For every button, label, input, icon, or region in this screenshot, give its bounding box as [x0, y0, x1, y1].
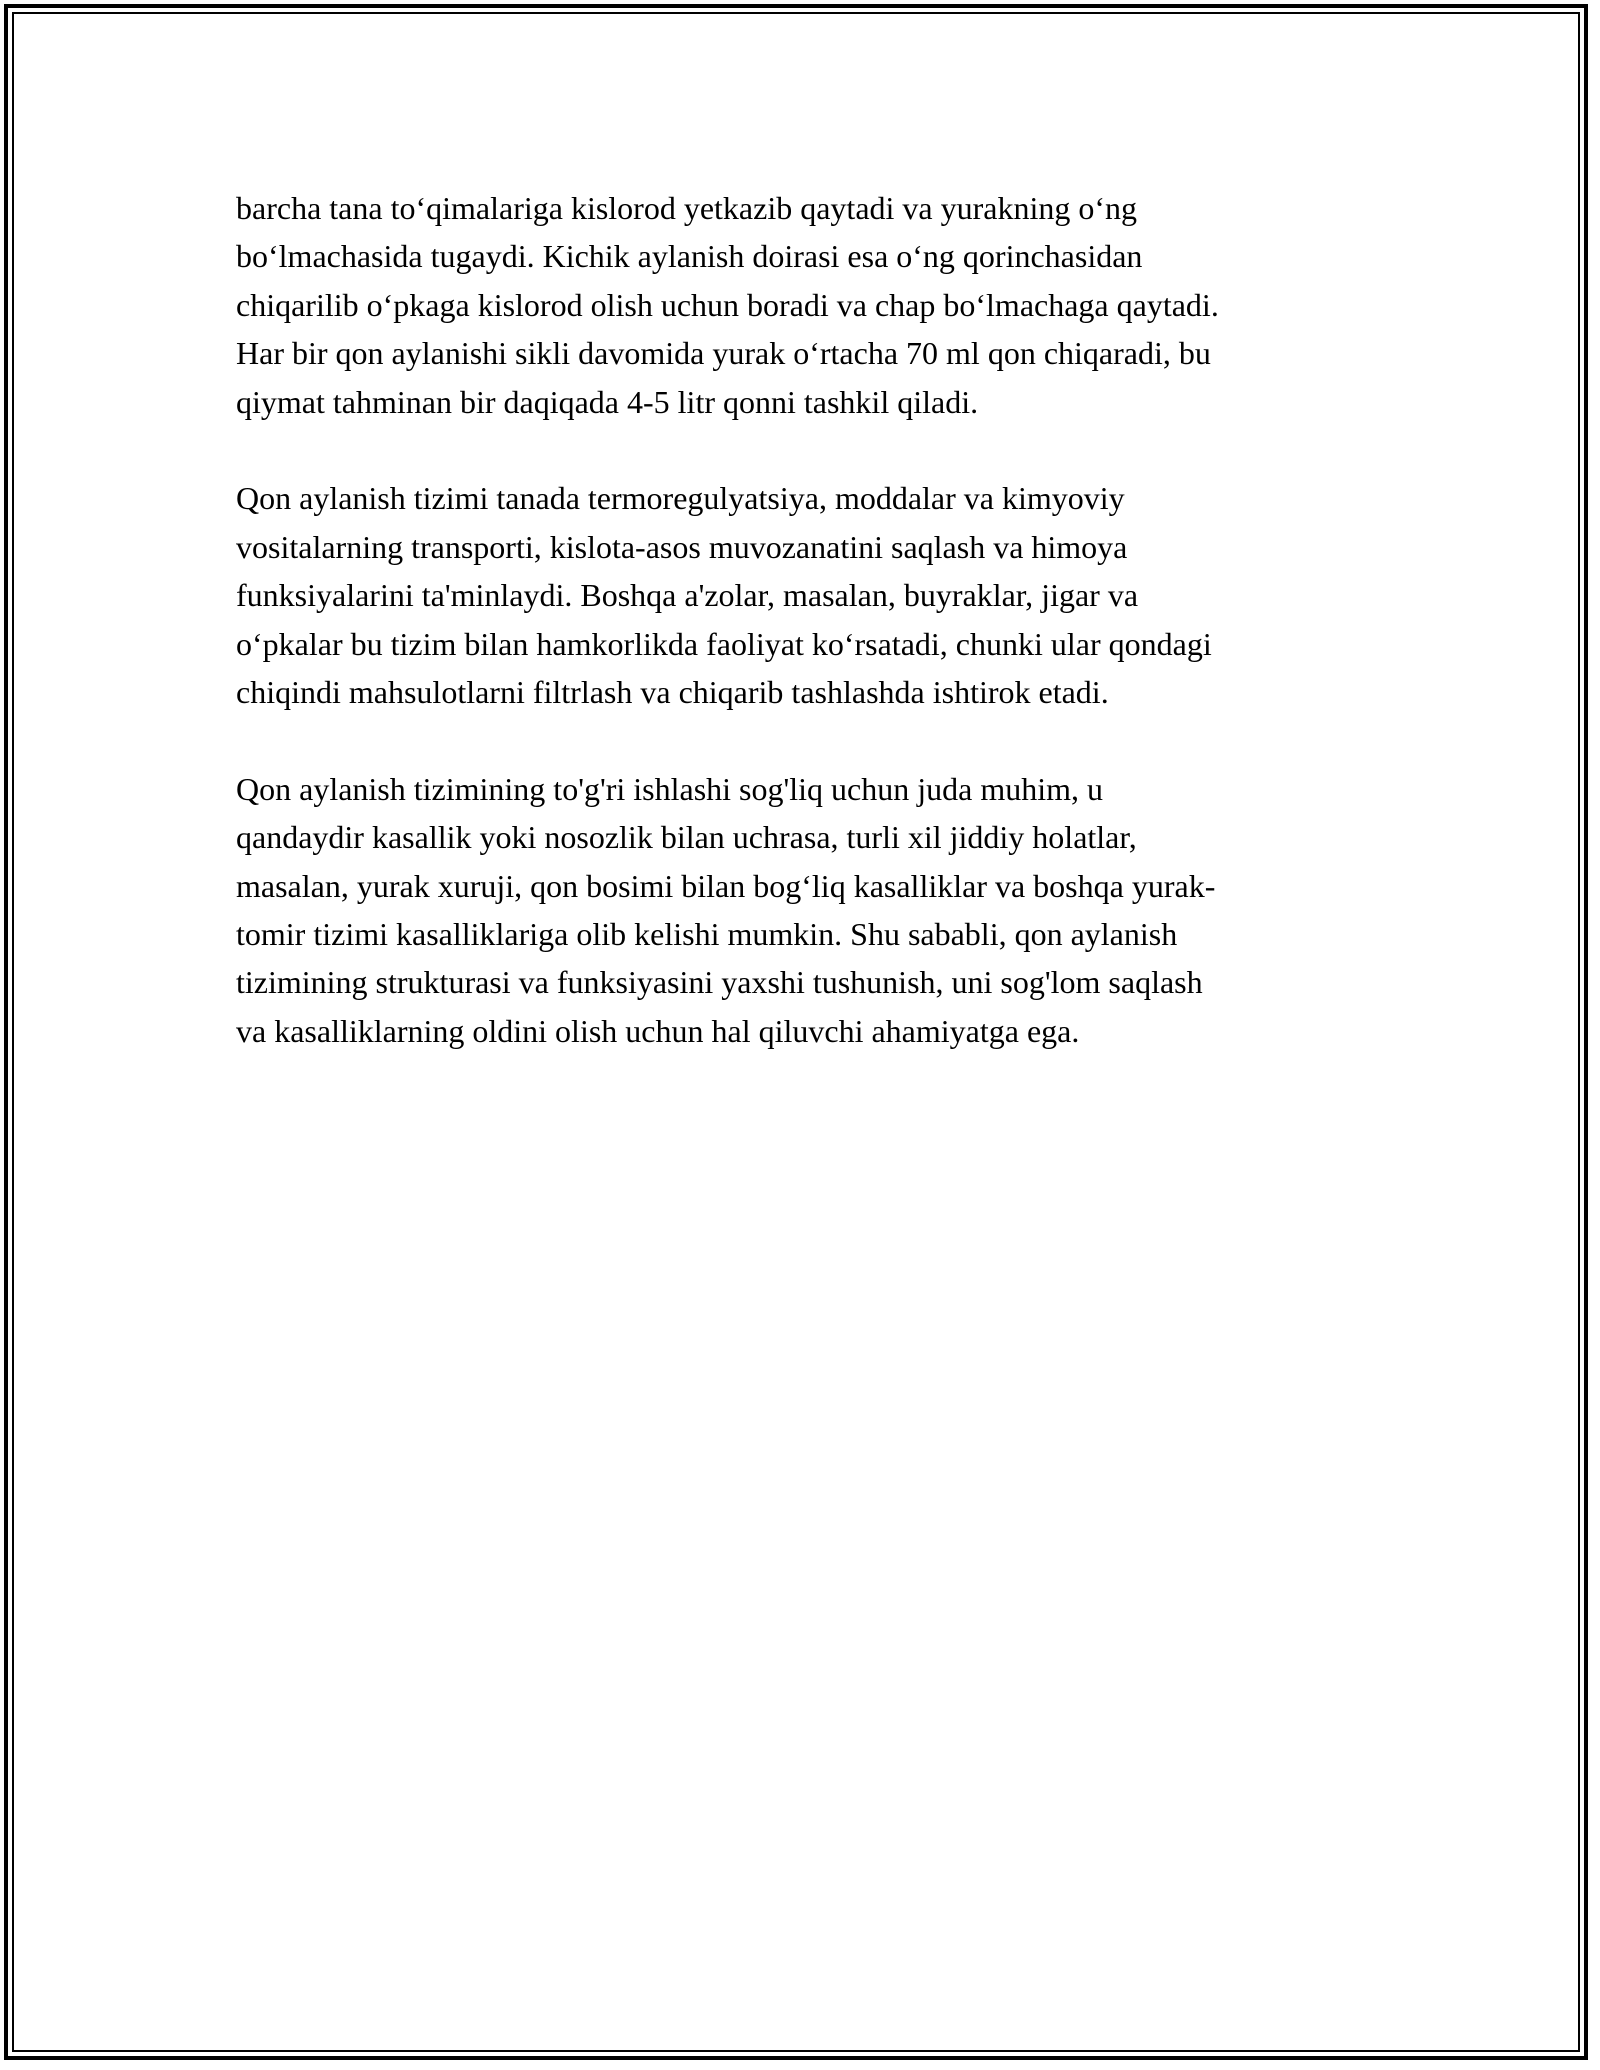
paragraph-3: Qon aylanish tizimining to'g'ri ishlashi sog'liq uchun juda muhim, u qandaydir kasallik yoki nosozlik bilan uchrasa, turli xil jiddiy holatlar, masalan, yurak xuruji, qon bosimi bilan bog‘liq kasalliklar va boshqa yurak- tomir tizimi kasalliklariga olib kelishi mumkin. Shu sababli, qon aylanish tizimining strukturasi va funksiyasini yaxshi tushunish, uni sog'lom saqlash va kasalliklarning oldini olish uchun hal qiluvchi ahamiyatga ega.: [236, 770, 1216, 1049]
paragraph-1: barcha tana to‘qimalariga kislorod yetkazib qaytadi va yurakning o‘ng bo‘lmachasida tugaydi. Kichik aylanish doirasi esa o‘ng qorinchasidan chiqarilib o‘pkaga kislorod olish uchun boradi va chap bo‘lmachaga qaytadi. Har bir qon aylanishi sikli davomida yurak o‘rtacha 70 ml qon chiqaradi, bu qiymat tahminan bir daqiqada 4-5 litr qonni tashkil qiladi.: [236, 190, 1219, 420]
document-body: [236, 184, 1376, 1104]
paragraph-2: Qon aylanish tizimi tanada termoregulyatsiya, moddalar va kimyoviy vositalarning transporti, kislota-asos muvozanatini saqlash va himoya funksiyalarini ta'minlaydi. Boshqa a'zolar, masalan, buyraklar, jigar va o‘pkalar bu tizim bilan hamkorlikda faoliyat ko‘rsatadi, chunki ular qondagi chiqindi mahsulotlarni filtrlash va chiqarib tashlashda ishtirok etadi.: [236, 480, 1212, 711]
